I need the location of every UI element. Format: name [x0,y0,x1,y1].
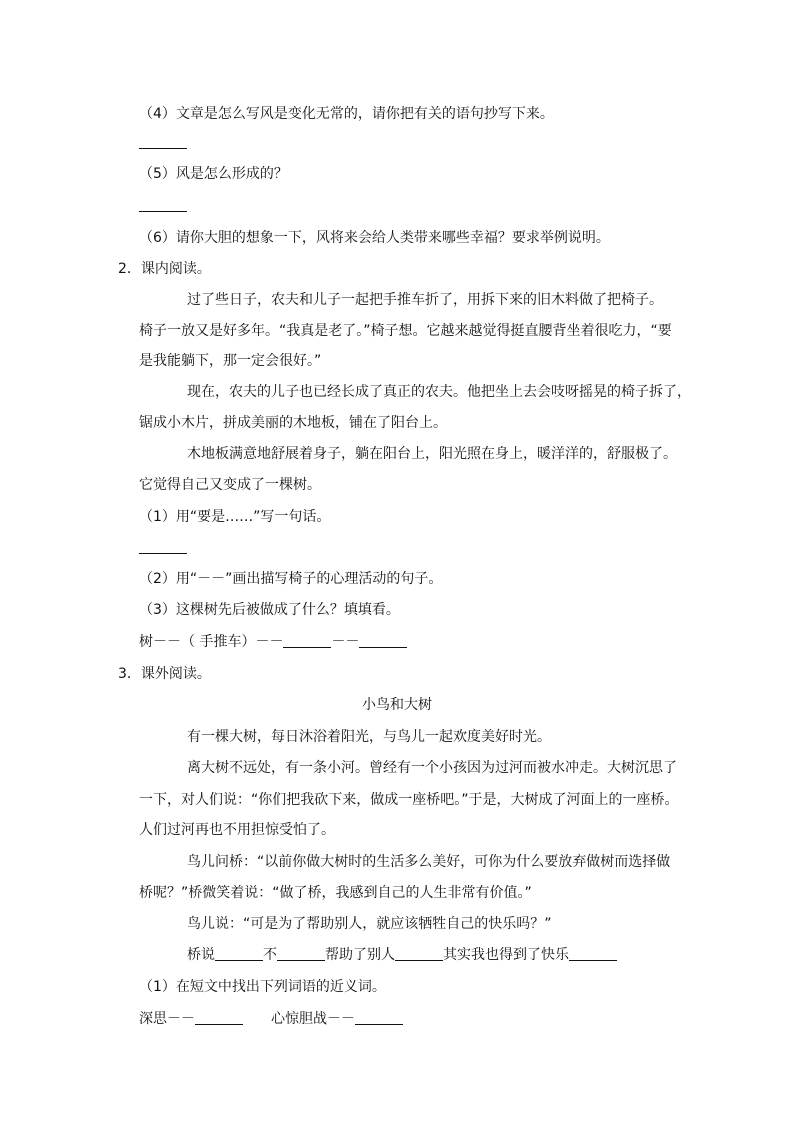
q2-para1: 过了些日子，农夫和儿子一起把手推车折了，用拆下来的旧木料做了把椅子。 [187,292,663,308]
q2-para4-line1: 木地板满意地舒展着身子，躺在阳台上，阳光照在身上，暖洋洋的，舒服极了。 [187,446,677,462]
q3-para3-line2: 桥呢？”桥微笑着说：“做了桥，我感到自己的人生非常有价值。” [139,885,532,901]
q3-para5-text-a: 桥说 [187,947,215,963]
q2-chain-blank-1[interactable] [283,633,331,648]
q3-synonym-1-blank[interactable] [195,1010,243,1025]
q2-chain-prefix: 树－－（ 手推车）－－ [139,634,284,650]
q2-sub2: （2）用“－－”画出描写椅子的心理活动的句子。 [139,571,443,587]
q2-sub1: （1）用“要是……”写一句话。 [139,509,331,525]
q1-sub5-answer-line[interactable] [139,211,187,212]
q3-para2-line2: 一下，对人们说：“你们把我砍下来，做成一座桥吧。”于是，大树成了河面上的一座桥。 [139,792,679,808]
q3-para5-text-d: 其实我也得到了快乐 [443,947,569,963]
q1-sub6: （6）请你大胆的想象一下，风将来会给人类带来哪些幸福？要求举例说明。 [139,230,610,246]
q3-para2-line1: 离大树不远处，有一条小河。曾经有一个小孩因为过河而被水冲走。大树沉思了 [187,760,677,776]
q3-story-title: 小鸟和大树 [362,697,432,713]
q3-punct-blank-4[interactable] [569,946,617,961]
q3-para5 [187,945,617,965]
q3-punct-blank-2[interactable] [277,946,325,961]
q3-para4: 鸟儿说：“可是为了帮助别人，就应该牺牲自己的快乐吗？” [187,916,552,932]
q3-sub1: （1）在短文中找出下列词语的近义词。 [139,979,386,995]
q3-heading: 3．课外阅读。 [118,666,211,682]
q3-para3-line1: 鸟儿问桥：“以前你做大树时的生活多么美好，可你为什么要放弃做树而选择做 [187,854,671,870]
q3-para2-line3: 人们过河再也不用担惊受怕了。 [139,822,335,838]
q3-synonym-1-label: 深思－－ [139,1011,195,1027]
q1-sub4-answer-line[interactable] [139,148,187,149]
q2-chain-separator: －－ [331,634,360,650]
q3-para5-text-b: 不 [263,947,277,963]
q3-synonym-2-label: 心惊胆战－－ [271,1011,355,1027]
q2-para2-line2: 是我能躺下，那一定会很好。” [139,353,322,369]
q3-punct-blank-1[interactable] [215,946,263,961]
q2-para3-line2: 锯成小木片，拼成美丽的木地板，铺在了阳台上。 [139,415,447,431]
q2-heading: 2．课内阅读。 [118,261,211,277]
q2-chain [139,632,407,652]
q3-para5-text-c: 帮助了别人 [325,947,395,963]
q2-sub3: （3）这棵树先后被做成了什么？填填看。 [139,602,400,618]
q3-para1: 有一棵大树，每日沐浴着阳光，与鸟儿一起欢度美好时光。 [187,729,551,745]
q2-chain-blank-2[interactable] [359,633,407,648]
q2-para2-line1: 椅子一放又是好多年。“我真是老了。”椅子想。它越来越觉得挺直腰背坐着很吃力，“要 [139,323,672,339]
q1-sub5: （5）风是怎么形成的？ [139,166,288,182]
q3-synonyms [139,1009,403,1029]
q3-punct-blank-3[interactable] [395,946,443,961]
q2-para4-line2: 它觉得自己又变成了一棵树。 [139,477,321,493]
q2-sub1-answer-line[interactable] [139,553,187,554]
q3-synonym-2-blank[interactable] [355,1010,403,1025]
q2-para3-line1: 现在，农夫的儿子也已经长成了真正的农夫。他把坐上去会吱呀摇晃的椅子拆了， [187,384,691,400]
q1-sub4: （4）文章是怎么写风是变化无常的，请你把有关的语句抄写下来。 [139,106,554,122]
